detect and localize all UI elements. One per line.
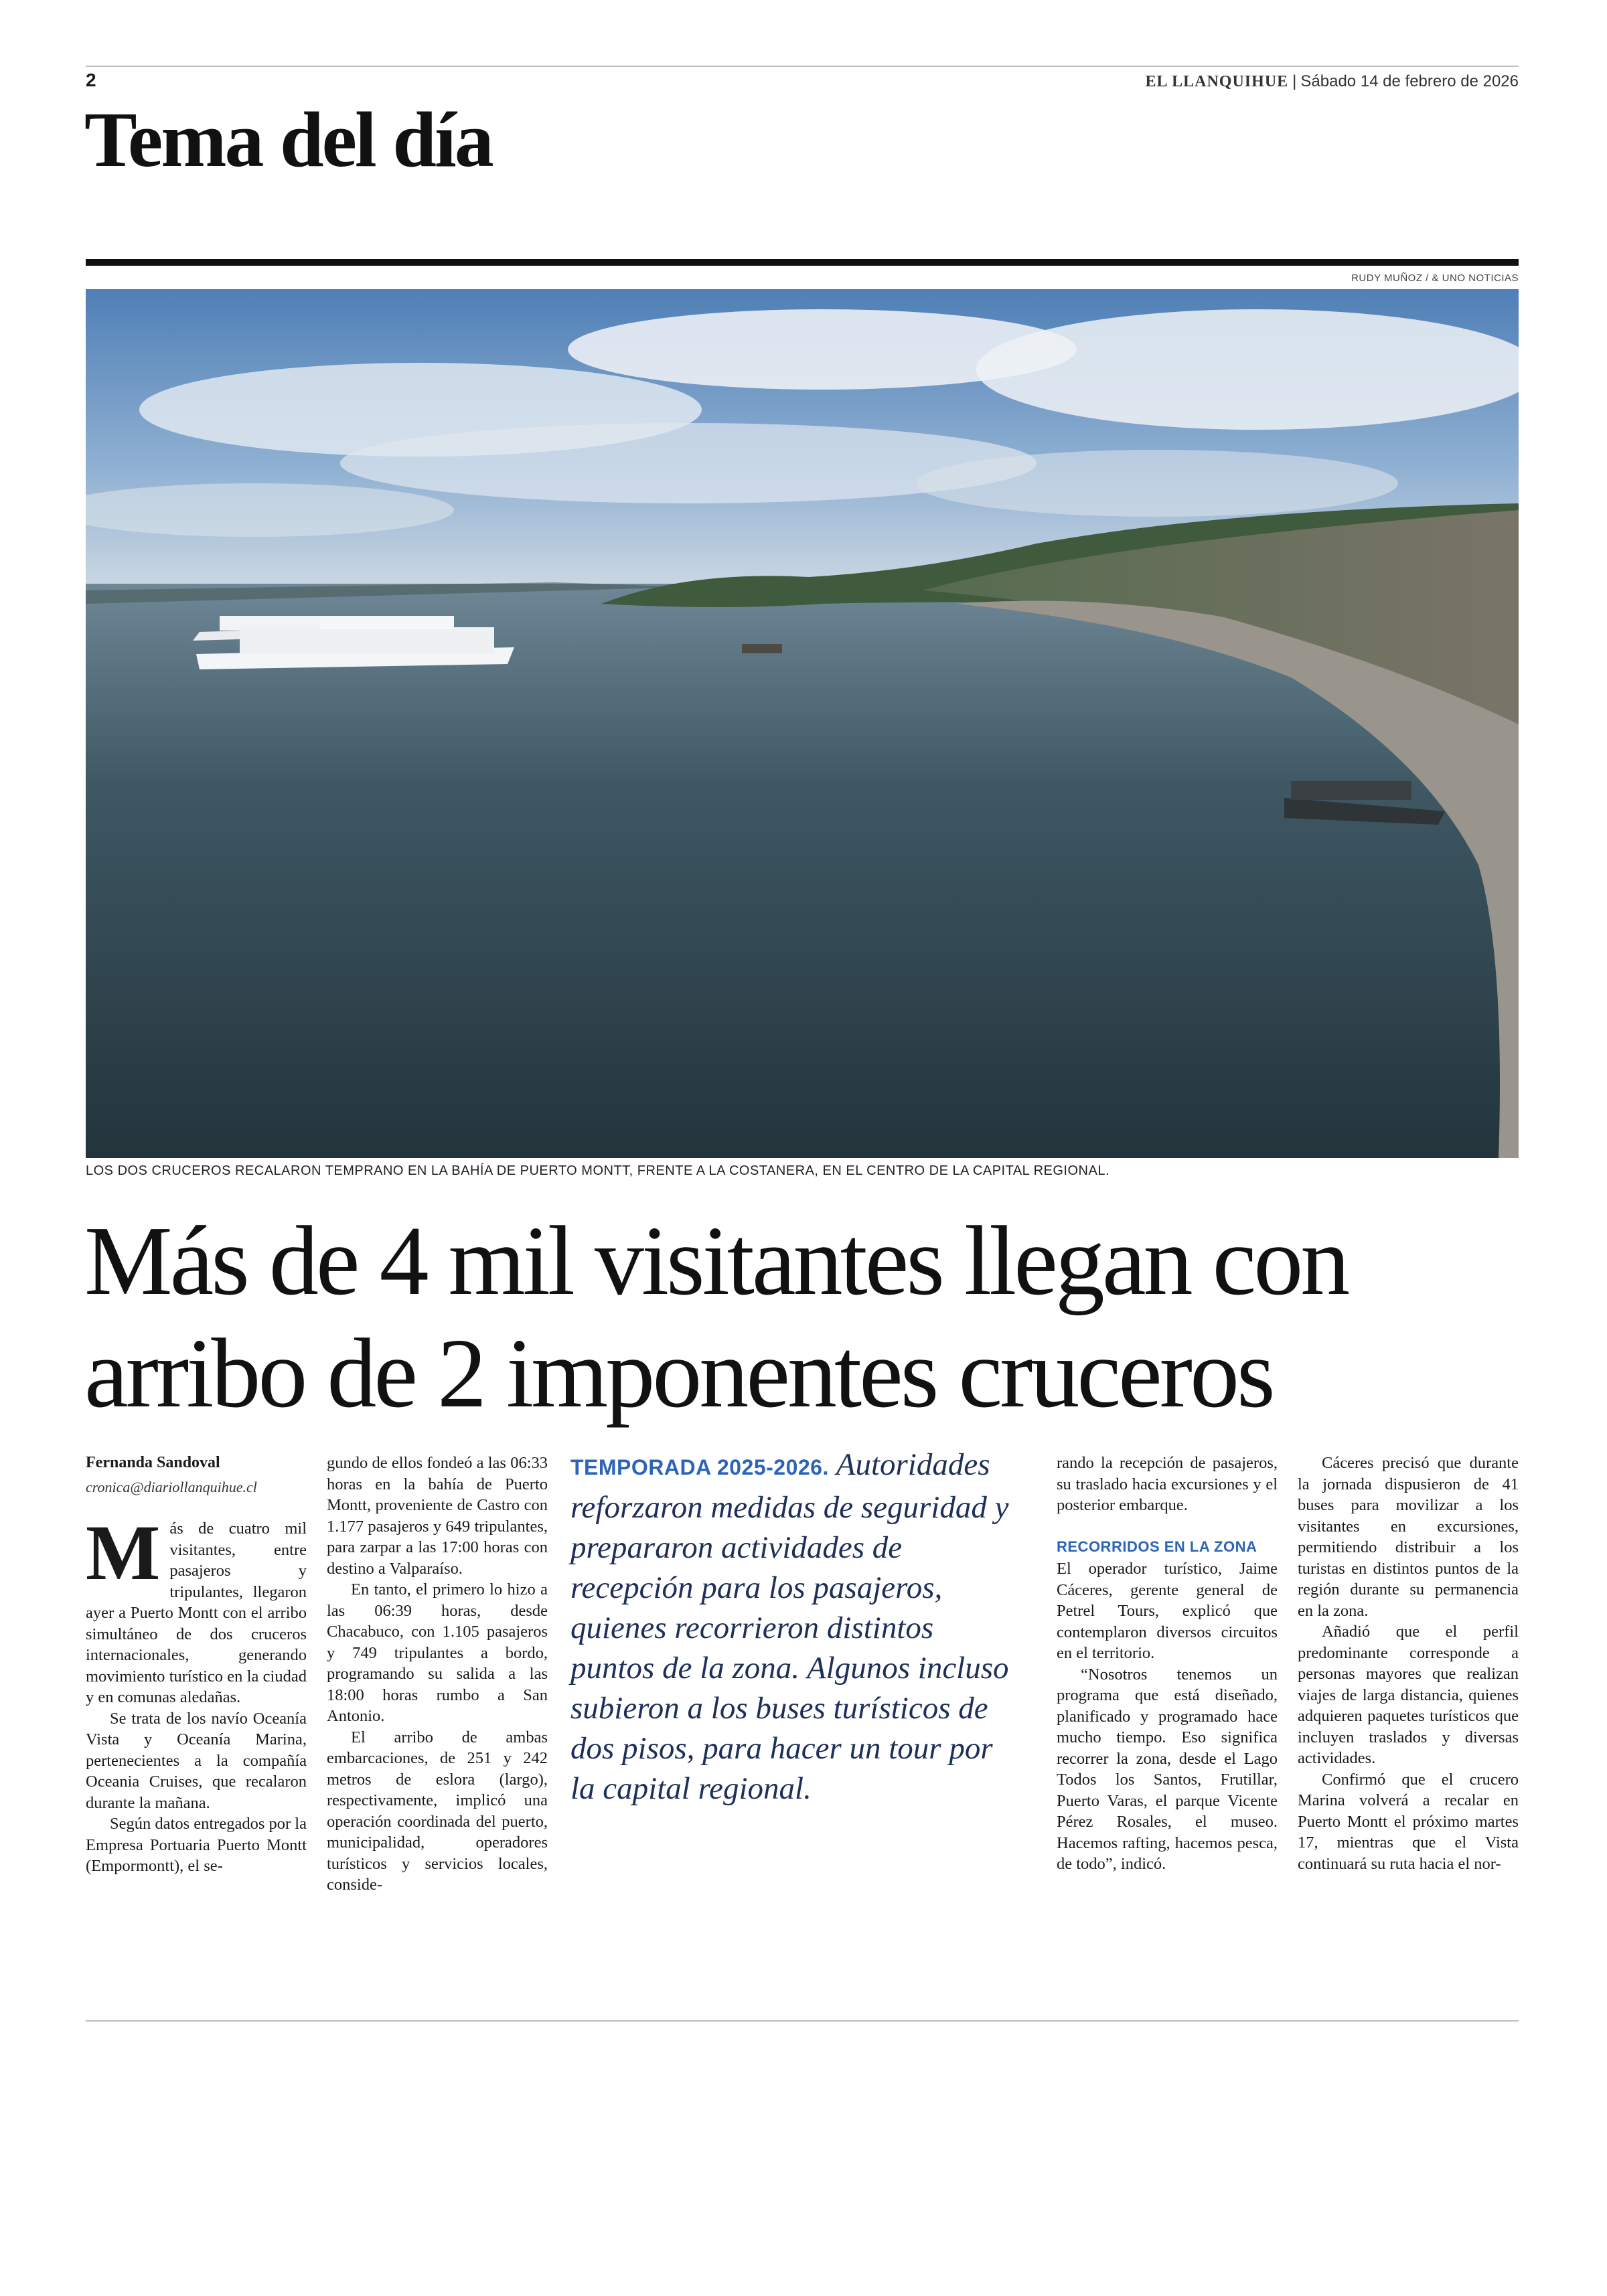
bottom-rule	[86, 2020, 1519, 2022]
article-column-5	[1298, 1453, 1519, 1874]
subheading: RECORRIDOS EN LA ZONA	[1057, 1538, 1257, 1555]
paragraph: Según datos entregados por la Empresa Portuaria Puerto Montt (Empormontt), el se-	[86, 1815, 307, 1875]
pull-quote	[570, 1445, 1023, 1809]
headline	[84, 1205, 1531, 1430]
paragraph: Cáceres precisó que durante la jornada dispusieron de 41 buses para movilizar a los visitantes en excursiones, permitiendo distribuir a los turistas en distintos puntos de la región durante su permanencia en la zona.	[1298, 1454, 1519, 1620]
author-email: cronica@diariollanquihue.cl	[86, 1478, 257, 1495]
bay-photo	[86, 289, 1519, 1158]
drop-cap: M	[86, 1509, 161, 1596]
masthead	[1145, 72, 1519, 91]
page-number: 2	[86, 70, 96, 90]
article-column-1	[86, 1509, 307, 1877]
paragraph: “Nosotros tenemos un programa que está diseñado, planificado y programado hace mucho tiempo. Eso significa recorrer la zona, desde el Lago Todos los Santos, Frutillar, Puerto Varas, el parque Vicente Pérez Rosales, el museo. Hacemos rafting, hacemos pesca, de todo”, indicó.	[1057, 1665, 1278, 1873]
photo-caption: LOS DOS CRUCEROS RECALARON TEMPRANO EN LA BAHÍA DE PUERTO MONTT, FRENTE A LA COSTANERA, EN EL CENTRO DE LA CAPITAL REGIONAL.	[86, 1163, 1110, 1178]
pull-quote-text: Autoridades reforzaron medidas de seguridad y prepararon actividades de recepción para los pasajeros, quienes recorrieron distintos puntos de la zona. Algunos incluso subieron a los buses turísticos de dos pisos, para hacer un tour por la capital regional.	[570, 1447, 1009, 1806]
paragraph	[86, 1509, 307, 1708]
paragraph: gundo de ellos fondeó a las 06:33 horas en la bahía de Puerto Montt, proveniente de Castro con 1.177 pasajeros y 649 tripulantes, para zarpar a las 17:00 horas con destino a Valparaíso.	[327, 1454, 548, 1578]
pull-quote-kicker: TEMPORADA 2025-2026.	[570, 1455, 829, 1479]
article-column-2	[327, 1453, 548, 1896]
article-column-4	[1057, 1453, 1278, 1875]
headline-line-1: Más de 4 mil visitantes llegan con	[84, 1206, 1348, 1316]
paragraph: Confirmó que el crucero Marina volverá a recalar en Puerto Montt el próximo martes 17, mientras que el Vista continuará su ruta hacia el nor-	[1298, 1770, 1519, 1873]
issue-date: Sábado 14 de febrero de 2026	[1300, 72, 1519, 90]
paragraph: rando la recepción de pasajeros, su traslado hacia excursiones y el posterior embarque.	[1057, 1454, 1278, 1514]
top-rule	[86, 66, 1519, 67]
newspaper-name: EL LLANQUIHUE	[1145, 73, 1289, 90]
paragraph: Se trata de los navío Oceanía Vista y Oceanía Marina, pertenecientes a la compañía Oceania Cruises, que recalaron durante la mañana.	[86, 1709, 307, 1812]
photo-credit: RUDY MUÑOZ / & UNO NOTICIAS	[1351, 272, 1519, 284]
masthead-separator: |	[1292, 72, 1297, 90]
paragraph: En tanto, el primero lo hizo a las 06:39 horas, desde Chacabuco, con 1.105 pasajeros y 749 tripulantes a bordo, programando su salida a las 18:00 horas rumbo a San Antonio.	[327, 1580, 548, 1725]
paragraph: Añadió que el perfil predominante corresponde a personas mayores que realizan viajes de larga distancia, quienes adquieren paquetes turísticos que incluyen traslados y diversas actividades.	[1298, 1623, 1519, 1767]
paragraph: El operador turístico, Jaime Cáceres, gerente general de Petrel Tours, explicó que contemplaron diversos circuitos en el territorio.	[1057, 1560, 1278, 1662]
headline-line-2: arribo de 2 imponentes cruceros	[84, 1319, 1273, 1428]
byline	[86, 1453, 307, 1497]
section-divider	[86, 259, 1519, 266]
author-name: Fernanda Sandoval	[86, 1454, 220, 1471]
section-title: Tema del día	[84, 96, 492, 183]
paragraph: El arribo de ambas embarcaciones, de 251 y 242 metros de eslora (largo), respectivamente, implicó una operación coordinada del puerto, municipalidad, operadores turísticos y servicios locales, conside-	[327, 1728, 548, 1894]
paragraph-text: ás de cuatro mil visitantes, entre pasajeros y tripulantes, llegaron ayer a Puerto Montt con el arribo simultáneo de dos cruceros internacionales, generando movimiento turístico en la ciudad y en comunas aledañas.	[86, 1520, 307, 1706]
